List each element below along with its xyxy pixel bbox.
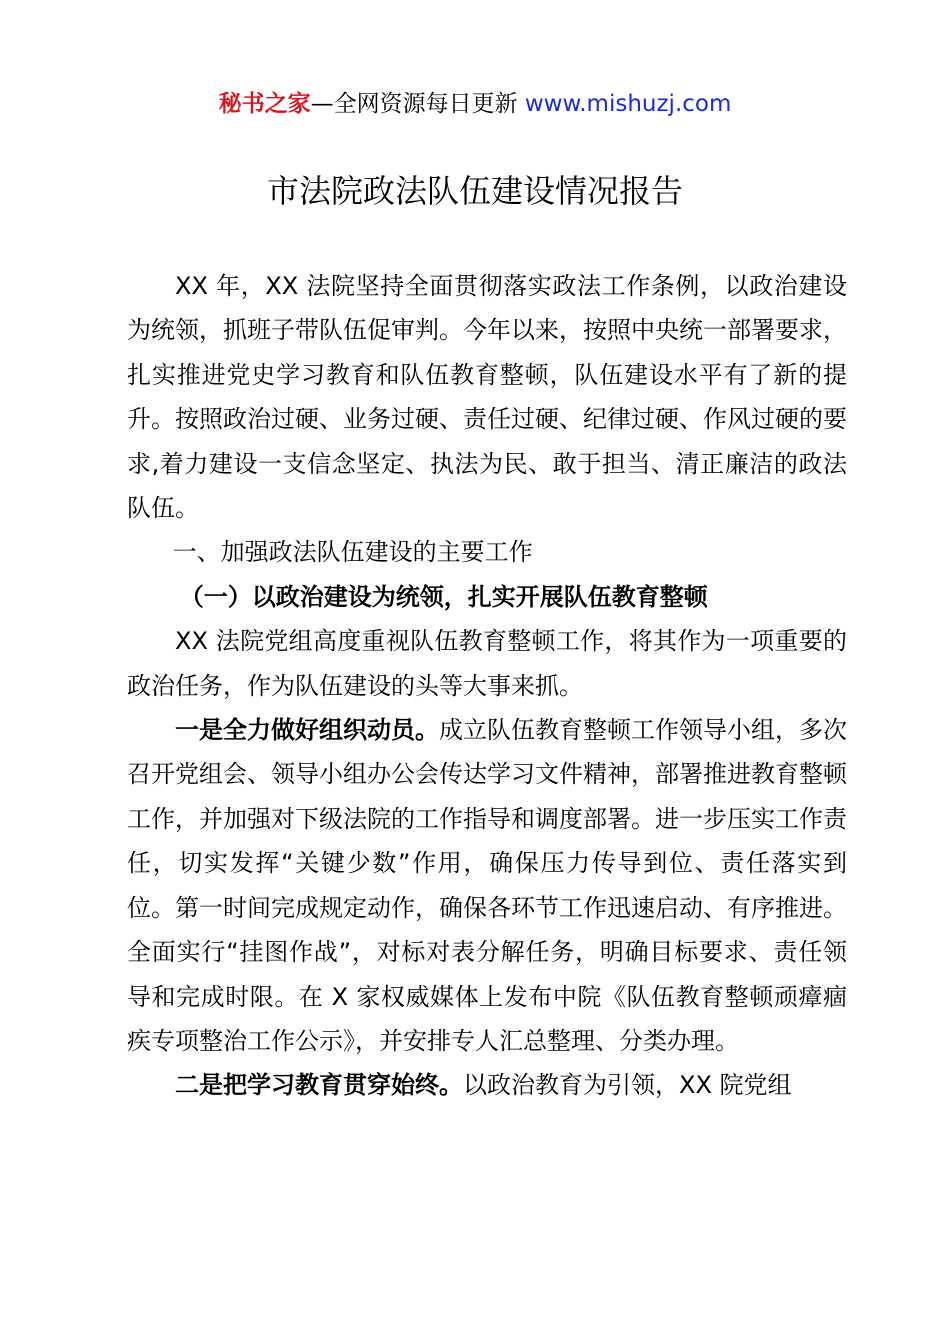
subsection-heading: （一）以政治建设为统领，扎实开展队伍教育整顿 <box>179 582 708 611</box>
body-paragraph-organize <box>127 708 847 1063</box>
paragraph-lead: 一是全力做好组织动员。 <box>175 716 439 745</box>
document-body <box>127 264 847 1108</box>
body-paragraph: XX 法院党组高度重视队伍教育整顿工作，将其作为一项重要的政治任务，作为队伍建设的头等大事来抓。 <box>127 627 847 700</box>
site-url-link[interactable]: www.mishuzj.com <box>524 91 732 117</box>
header-tagline: —全网资源每日更新 <box>310 91 525 117</box>
paragraph-text: 成立队伍教育整顿工作领导小组，多次召开党组会、领导小组办公会传达学习文件精神，部署推进教育整顿工作，并加强对下级法院的工作指导和调度部署。进一步压实工作责任，切实发挥“关键少数”作用，确保压力传导到位、责任落实到位。第一时间完成规定动作，确保各环节工作迅速启动、有序推进。全面实行“挂图作战”，对标对表分解任务，明确目标要求、责任领导和完成时限。在 X 家权威媒体上发布中院《队伍教育整顿顽瘴痼疾专项整治工作公示》，并安排专人汇总整理、分类办理。 <box>127 716 847 1055</box>
brand-name: 秘书之家 <box>218 91 311 117</box>
body-paragraph-education <box>127 1063 847 1107</box>
section-heading: 一、加强政法队伍建设的主要工作 <box>172 538 533 567</box>
intro-paragraph: XX 年，XX 法院坚持全面贯彻落实政法工作条例，以政治建设为统领，抓班子带队伍促审判。今年以来，按照中央统一部署要求，扎实推进党史学习教育和队伍教育整顿，队伍建设水平有了新的提升。按照政治过硬、业务过硬、责任过硬、纪律过硬、作风过硬的要求,着力建设一支信念坚定、执法为民、敢于担当、清正廉洁的政法队伍。 <box>127 272 847 523</box>
paragraph-text: 以政治教育为引领，XX 院党组 <box>463 1071 792 1100</box>
document-title: 市法院政法队伍建设情况报告 <box>266 172 683 210</box>
site-header <box>0 86 950 122</box>
paragraph-lead: 二是把学习教育贯穿始终。 <box>175 1071 463 1100</box>
